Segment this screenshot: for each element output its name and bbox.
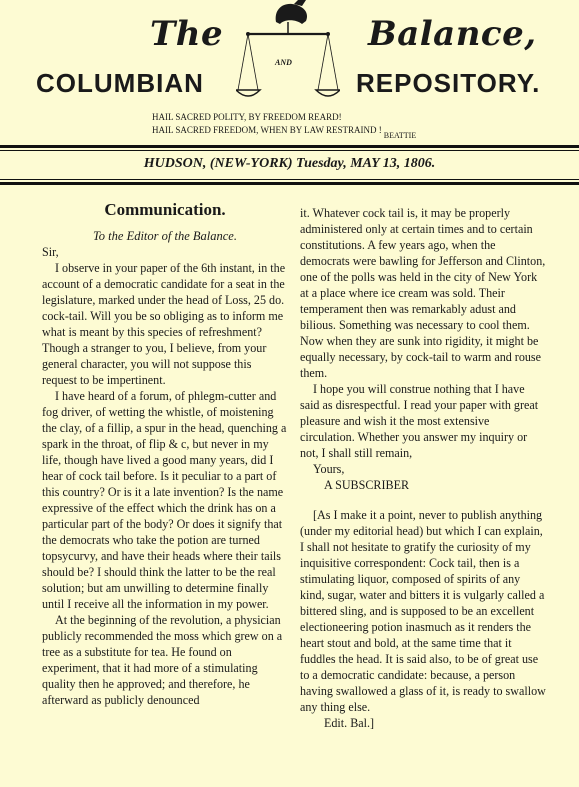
article-column-2 [300,205,546,731]
dateline-rule-thick [0,182,579,185]
paragraph: I observe in your paper of the 6th instant, in the account of a democratic candidate for a seat in the legislature, marked under the head of Loss, 25 do. cock-tail. Will you be so obliging as to inform me what is meant by this species of refreshment? Though a stranger to you, I believe, from your general character, you will not suppose this request to be impertinent. [42,261,286,387]
masthead [0,0,579,148]
masthead-rule-thin [0,150,579,151]
dateline-rule-thin [0,179,579,180]
masthead-rule-top [0,145,579,148]
paragraph: it. Whatever cock tail is, it may be properly administered only at certain times and to certain constitutions. A few years ago, when the democrats were bawling for Jefferson and Clinton, one of the polls was held in the city of New York at a place where ice cream was sold. Their temperament then was remarkably adust and bilious. Something was necessary to cool them. Now when they are sunk into rigidity, it might be equally necessary, by cock-tail to warm and rouse them. [300,206,546,380]
paragraph: I hope you will construe nothing that I have said as disrespectful. I read your paper with great pleasure and wish it the most extensive circulation. Whether you answer my inquiry or not, I shall still remain, [300,382,539,460]
masthead-title-right: Balance, [368,14,537,54]
paragraph: At the beginning of the revolution, a physician publicly recommended the moss which grew on a tree as a substitute for tea. He found on experiment, that it had more of a stimulating quality then he approved; and therefore, he afterward as publicly denounced [42,613,283,707]
masthead-connector: AND [275,58,292,67]
dateline: HUDSON, (NEW-YORK) Tuesday, MAY 13, 1806. [143,156,436,171]
salutation: Sir, [42,245,59,259]
paragraph: I have heard of a forum, of phlegm-cutter and fog driver, of wetting the whistle, of moistening the clay, of a fillip, a spur in the head, quenching a spark in the throat, of flip & c, but never in my life, though have lived a good many years, did I hear of cock tail before. Is it peculiar to a part of this country? Or is it a late invention? Is the name expressive of the effect which the drink has on a particular part of the body? Or does it signify that the democrats who take the potion are turned topsycurvy, and have their heads where their tails should be? I should think the latter to be the real solution; but am unwilling to determine finally until I receive all the information in my power. [42,389,287,611]
scales-of-justice-icon [236,0,340,108]
masthead-subtitle-left: COLUMBIAN [36,68,204,98]
masthead-title-left: The [150,14,224,54]
article-heading: Communication. [104,200,226,219]
editor-note: [As I make it a point, never to publish anything (under my editorial head) but which I can explain, I shall not hesitate to gratify the curiosity of my inquisitive correspondent: Cock tail, then is a stimulating liquor, composed of spirits of any kind, sugar, water and bitters it is vulgarly called a bittered sling, and is supposed to be an excellent electioneering potion inasmuch as it renders the heart stout and bold, at the same time that it fuddles the head. It is said also, to be of great use to a democratic candidate: because, a person having swallowed a glass of it, is ready to swallow any thing else. [300,508,546,714]
editor-signature: Edit. Bal.] [324,716,375,730]
salutation-to: To the Editor of the Balance. [93,229,237,243]
signature: A SUBSCRIBER [324,478,410,492]
closing: Yours, [313,462,345,476]
article-column-1 [42,200,288,708]
masthead-subtitle-right: REPOSITORY. [356,68,541,98]
motto-line-2: HAIL SACRED FREEDOM, WHEN BY LAW RESTRAIND ! [152,125,382,135]
motto-attribution: BEATTIE [383,131,417,140]
motto-line-1: HAIL SACRED POLITY, BY FREEDOM REARD! [152,112,342,122]
masthead-motto [152,111,417,140]
